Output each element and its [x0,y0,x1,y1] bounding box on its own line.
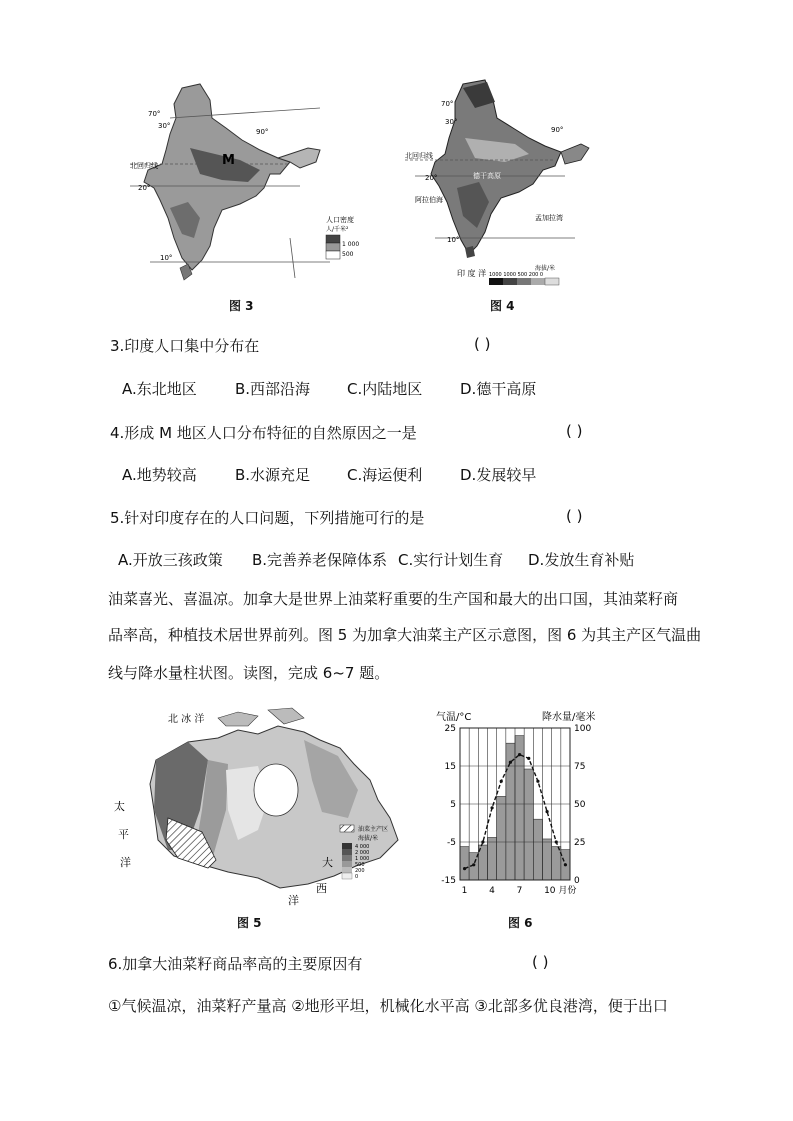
fig4-lat30: 30° [445,118,458,126]
fig5-elev-swatch-6 [342,873,352,879]
question-4: 4.形成 M 地区人口分布特征的自然原因之一是 [110,424,417,442]
q4-option-b[interactable]: B.水源充足 [235,466,311,484]
fig4-lon90: 90° [551,126,564,134]
fig3-legend-swatch-high [326,235,340,243]
fig5-elev-swatch-1 [342,843,352,849]
fig3-legend-unit: 人/千米² [326,226,349,233]
ytick-left-label: -5 [447,838,456,848]
fig5-legend-area: 油菜主产区 [358,826,389,833]
fig4-swatch-3 [517,278,531,285]
temp-point [509,761,512,764]
fig6-caption: 图 6 [508,916,533,930]
fig5-elev-val-1: 2 000 [355,850,370,856]
xtick-label: 4 [489,886,495,896]
intro-line-1: 油菜喜光、喜温凉。加拿大是世界上油菜籽重要的生产国和最大的出口国，其油菜籽商 [108,590,679,608]
temp-point [463,867,466,870]
temp-point [472,863,475,866]
q5-option-d[interactable]: D.发放生育补贴 [528,551,635,569]
q4-option-c[interactable]: C.海运便利 [347,466,423,484]
temp-point [536,780,539,783]
fig4-plateau: 德干高原 [473,172,501,180]
chart-plot-area [441,724,591,896]
chart-ylabel-right: 降水量/毫米 [542,712,596,723]
question-5-paren: ( ) [566,507,583,525]
question-3: 3.印度人口集中分布在 [110,337,260,355]
ytick-left-label: 15 [444,762,456,772]
fig3-island-mark [290,238,295,278]
fig5-elev-val-3: 500 [355,862,365,868]
fig4-sea-left: 阿拉伯海 [415,196,443,204]
ytick-right-label: 50 [574,800,586,810]
fig3-m-label: M [222,153,235,168]
fig4-swatch-1 [489,278,503,285]
q5-option-a[interactable]: A.开放三孩政策 [118,551,223,569]
fig5-elev-swatch-2 [342,849,352,855]
fig5-atlantic-2: 西 [316,882,327,895]
fig5-elev-val-2: 1 000 [355,856,370,862]
temp-point [490,806,493,809]
intro-line-3: 线与降水量柱状图。读图，完成 6~7 题。 [108,664,390,682]
fig5-elev-swatch-5 [342,867,352,873]
temp-point [481,840,484,843]
fig4-legend [489,264,559,285]
fig3-lon90: 90° [256,128,269,136]
figure-4-map [405,78,605,298]
fig3-legend-swatch-mid [326,243,340,251]
fig3-lat30: 30° [158,122,171,130]
temp-point [564,863,567,866]
fig4-bay: 孟加拉湾 [535,214,563,222]
fig5-elev-val-4: 200 [355,868,365,874]
temp-point [500,780,503,783]
question-6-paren: ( ) [532,953,549,971]
fig5-elev-val-5: 0 [355,874,359,880]
figure-6-chart [430,700,600,900]
fig5-legend-hatch [340,825,354,832]
question-4-paren: ( ) [566,422,583,440]
precip-bar [460,847,469,880]
fig3-lat10: 10° [160,254,173,262]
fig5-caption: 图 5 [237,916,262,930]
q5-option-c[interactable]: C.实行计划生育 [398,551,504,569]
fig4-tropic-label: 北回归线 [405,152,433,160]
fig3-legend-swatch-low [326,251,340,259]
fig3-map-shape [144,84,320,280]
temp-point [555,840,558,843]
temp-point [518,753,521,756]
fig3-tropic-label: 北回归线 [130,162,158,170]
intro-line-2: 品率高，种植技术居世界前列。图 5 为加拿大油菜主产区示意图，图 6 为其主产区气温曲 [108,626,702,644]
fig4-swatch-2 [503,278,517,285]
q3-option-d[interactable]: D.德干高原 [460,380,537,398]
precip-bar [497,796,506,880]
fig3-legend [326,215,359,259]
figure-3-map [130,78,360,306]
precip-bar [543,839,552,880]
fig4-lat20: 20° [425,174,438,182]
question-5: 5.针对印度存在的人口问题，下列措施可行的是 [110,509,425,527]
fig4-ocean: 印 度 洋 [457,269,487,278]
fig4-legend-title: 海拔/米 [535,265,556,272]
fig3-lat20: 20° [138,184,151,192]
ytick-left-label: -15 [441,876,456,886]
fig5-elev-val-0: 4 000 [355,844,370,850]
ytick-right-label: 0 [574,876,580,886]
precip-bar [552,847,561,880]
q4-option-d[interactable]: D.发展较早 [460,466,537,484]
fig3-lon70: 70° [148,110,161,118]
question-6: 6.加拿大油菜籽商品率高的主要原因有 [108,955,363,973]
xtick-label: 1 [461,886,468,896]
temp-point [545,810,548,813]
q3-option-c[interactable]: C.内陆地区 [347,380,423,398]
fig4-caption: 图 4 [490,299,515,313]
q5-option-b[interactable]: B.完善养老保障体系 [252,551,388,569]
fig5-pacific-3: 洋 [120,856,131,869]
temp-point [527,757,530,760]
chart-ylabel-left: 气温/°C [436,712,472,723]
fig3-caption: 图 3 [229,299,254,313]
question-3-paren: ( ) [474,335,491,353]
fig5-pacific-1: 太 [114,800,125,813]
fig3-legend-1000: 1 000 [342,241,360,248]
fig5-elev-swatch-3 [342,855,352,861]
xtick-label: 10 月份 [544,886,577,896]
fig5-arctic: 北 冰 洋 [168,714,205,725]
precip-bar [533,819,542,880]
climate-chart-svg [430,700,600,900]
q3-option-b[interactable]: B.西部沿海 [235,380,311,398]
fig5-elev-swatch-4 [342,861,352,867]
fig4-scale-labels: 1000 1000 500 200 0 [489,272,544,278]
fig3-legend-500: 500 [342,251,354,258]
q4-option-a[interactable]: A.地势较高 [122,466,197,484]
fig5-pacific-2: 平 [118,828,129,841]
ytick-right-label: 75 [574,762,586,772]
question-6-statements: ①气候温凉，油菜籽产量高 ②地形平坦，机械化水平高 ③北部多优良港湾，便于出口 [108,997,668,1015]
fig5-atlantic-3: 洋 [288,894,299,907]
fig4-lat10: 10° [447,236,460,244]
precip-bar [488,837,497,880]
fig4-swatch-5 [545,278,559,285]
fig4-map-shape [431,80,589,258]
fig5-atlantic-1: 大 [322,856,333,869]
xtick-label: 7 [516,886,523,896]
fig3-legend-title: 人口密度 [326,216,354,224]
fig4-swatch-4 [531,278,545,285]
ytick-right-label: 100 [574,724,592,734]
figure-5-map [108,700,408,915]
fig5-legend-elev-title: 海拔/米 [358,835,379,842]
ytick-left-label: 5 [450,800,456,810]
ytick-left-label: 25 [444,724,456,734]
q3-option-a[interactable]: A.东北地区 [122,380,197,398]
ytick-right-label: 25 [574,838,586,848]
precip-bar [524,769,533,880]
fig4-lon70: 70° [441,100,454,108]
